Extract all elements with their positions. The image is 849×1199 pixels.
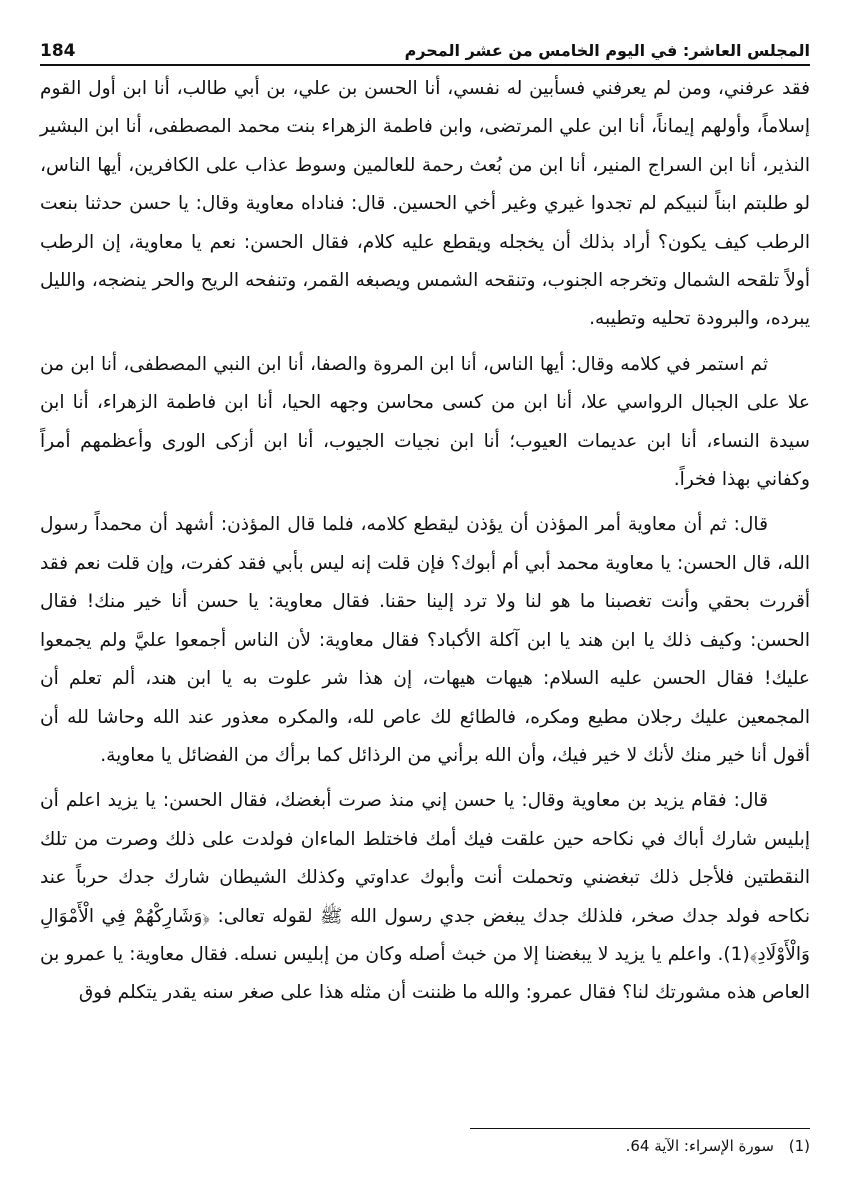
page-header (40, 30, 810, 66)
footnote-marker: (1) (788, 1137, 810, 1155)
footnote (470, 1134, 810, 1158)
footnote-separator (470, 1128, 810, 1129)
footnote-text: سورة الإسراء: الآية 64. (625, 1137, 774, 1155)
paragraph: قال: فقام يزيد بن معاوية وقال: يا حسن إني منذ صرت أبغضك، فقال الحسن: يا يزيد اعلم أن إبليس شارك أباك في نكاحه حين علقت فيك أمك فاختلط الماءان فولدت على ذلك وصرت من تلك النقطتين فلأجل ذلك تبغضني وتحملت أنت وأبوك عداوتي وكذلك الشيطان شارك جدك حرباً عند نكاحه فولد جدك صخر، فلذلك جدك يبغض جدي رسول الله ﷺ لقوله تعالى: ﴿وَشَارِكْهُمْ فِي الْأَمْوَالِ وَالْأَوْلَادِ﴾(1). واعلم يا يزيد لا يبغضنا إلا من خبث أصله وكان من إبليس نسله. فقال معاوية: يا عمرو بن العاص هذه مشورتك لنا؟ فقال عمرو: والله ما ظننت أن مثله هذا على صغر سنه يقدر يتكلم فوق (40, 790, 810, 1004)
paragraph: فقد عرفني، ومن لم يعرفني فسأبين له نفسي، أنا الحسن بن علي، بن أبي طالب، أنا ابن أول القوم إسلاماً، وأولهم إيماناً، أنا ابن علي المرتضى، وابن فاطمة الزهراء بنت محمد المصطفى، أنا ابن البشير النذير، أنا ابن السراج المنير، أنا ابن من بُعث رحمة للعالمين وسوط عذاب على الكافرين، أيها الناس، لو طلبتم ابناً لنبيكم لم تجدوا غيري وغير أخي الحسين. قال: فناداه معاوية وقال: يا حسن حدثنا بنعت الرطب كيف يكون؟ أراد بذلك أن يخجله ويقطع عليه كلام، فقال الحسن: نعم يا معاوية، إن الرطب أولاً تلقحه الشمال وتخرجه الجنوب، وتنقحه الشمس ويصبغه القمر، وتنفحه الريح والحر ينضجه، والليل يبرده، والبرودة تحليه وتطيبه. (40, 78, 810, 330)
running-title: المجلس العاشر: في اليوم الخامس من عشر المحرم (404, 41, 810, 60)
paragraph: ثم استمر في كلامه وقال: أيها الناس، أنا ابن المروة والصفا، أنا ابن النبي المصطفى، أنا ابن من علا على الجبال الرواسي علا، أنا ابن من كسى محاسن وجهه الحيا، أنا ابن فاطمة الزهراء، أنا ابن سيدة النساء، أنا ابن عديمات العيوب؛ أنا ابن نجيات الجيوب، أنا ابن أزكى الورى وأعظمهم أمراً وكفاني بهذا فخراً. (40, 353, 810, 491)
paragraph: قال: ثم أن معاوية أمر المؤذن أن يؤذن ليقطع كلامه، فلما قال المؤذن: أشهد أن محمداً رسول الله، قال الحسن: يا معاوية محمد أبي أم أبوك؟ فإن قلت إنه ليس بأبي فقد كفرت، وإن قلت نعم فقد أقررت بحقي وأنت تغصبنا ما هو لنا ولا ترد إلينا حقنا. فقال معاوية: يا حسن أنا خير منك! فقال الحسن: وكيف ذلك يا ابن هند يا ابن آكلة الأكباد؟ فقال معاوية: لأن الناس أجمعوا عليَّ ولم يجمعوا عليك! فقال الحسن عليه السلام: هيهات هيهات، إن هذا شر علوت به يا ابن هند، ألم تعلم أن المجمعين عليك رجلان مطيع ومكره، فالطائع لك عاص لله، والمكره معذور عند الله وحاشا لله أن أقول أنا خير منك لأنك لا خير فيك، وأن الله برأني من الرذائل كما برأك من الفضائل يا معاوية. (40, 514, 810, 766)
page-number: 184 (40, 41, 76, 61)
main-text (40, 70, 810, 1020)
